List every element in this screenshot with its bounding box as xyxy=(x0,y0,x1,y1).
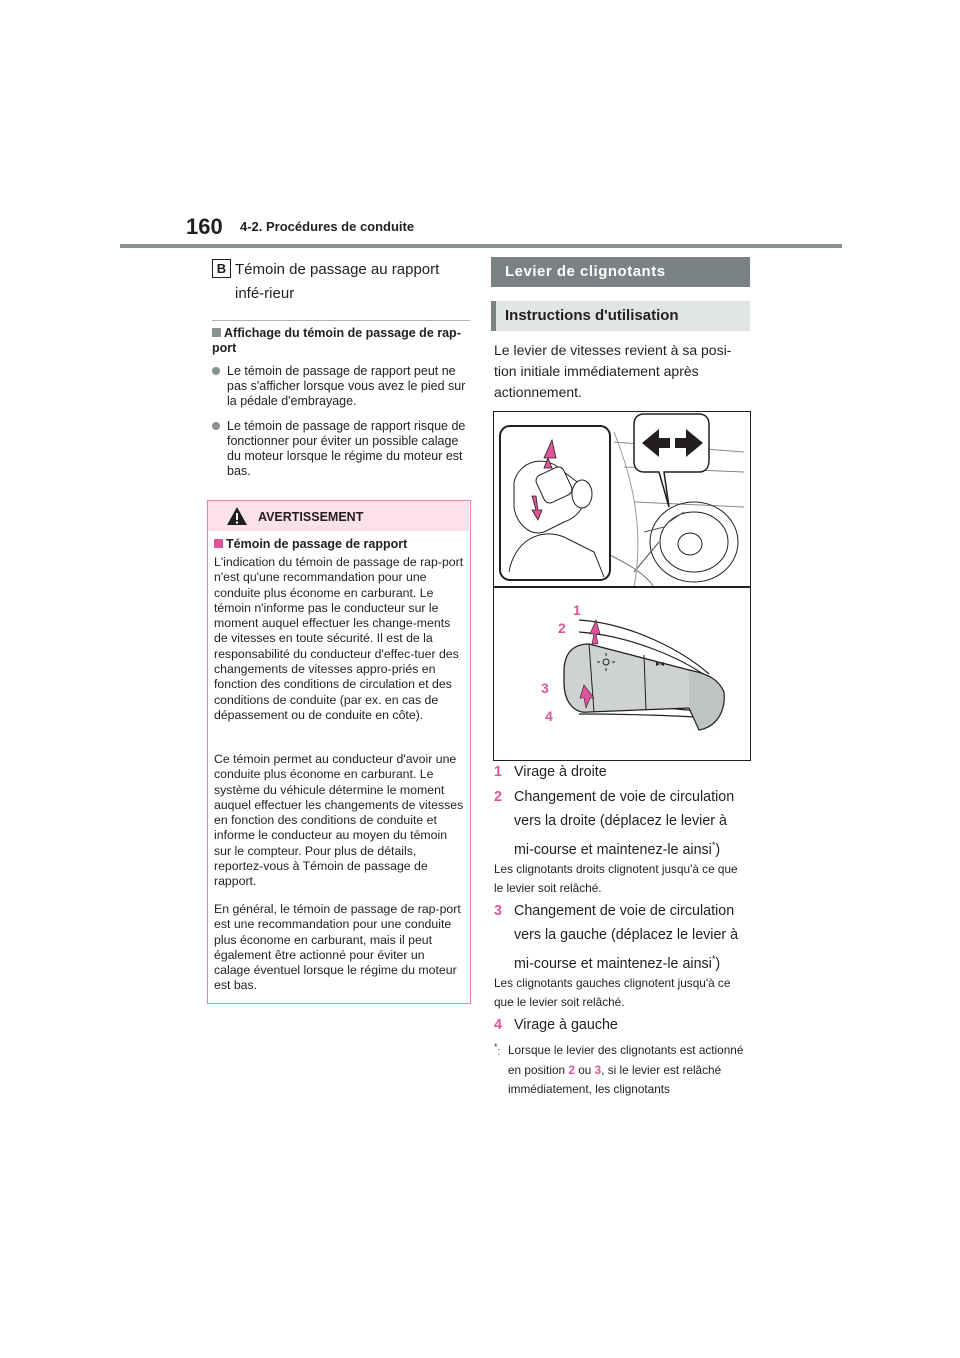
warning-subhead: Témoin de passage de rapport xyxy=(214,537,464,551)
divider xyxy=(212,320,470,321)
figure-label-1: 1 xyxy=(573,602,581,618)
turn-signal-illustration xyxy=(494,412,750,760)
warning-paragraph: Ce témoin permet au conducteur d'avoir une conduite plus économe en carburant. Le système du véhicule détermine le moment auquel effectuer les changements de vitesses en fonction des conditions de conduite et informe le conducteur au moyen du témoin sur le compteur. Pour plus de détails, reportez-vous à Témoin de passage de rapport. xyxy=(214,752,464,889)
figure-label-3: 3 xyxy=(541,680,549,696)
step-item: 4 Virage à gauche xyxy=(494,1017,618,1033)
step-item: 3 Changement de voie de circulation vers la gauche (déplacez le levier à mi-course et maintenez-le ainsi*) xyxy=(494,903,739,972)
key-letter-box: B xyxy=(212,259,231,278)
warning-title: AVERTISSEMENT xyxy=(258,510,364,524)
subsection-band-accent xyxy=(491,301,496,331)
section-title: 4-2. Procédures de conduite xyxy=(240,219,415,234)
square-bullet-icon xyxy=(212,328,221,337)
bullet-item: Le témoin de passage de rapport risque de fonctionner pour éviter un possible calage du moteur lorsque le régime du moteur est bas. xyxy=(212,419,470,479)
key-letter-text: Témoin de passage au rapport infé-rieur xyxy=(235,261,440,302)
round-bullet-icon xyxy=(212,422,220,430)
subsection-band-title: Instructions d'utilisation xyxy=(505,307,679,324)
warning-paragraph: L'indication du témoin de passage de rap-port n'est qu'une recommandation pour une conduite plus économe en carburant. Le témoin n'informe pas le conducteur sur le moment auquel effectuer les change-ments de vitesses en toute sécurité. Il est de la responsabilité du conducteur d'effec-tuer des changements de vitesses appro-priés en fonction des conditions de circulation et des conditions de conduite (par ex. en cas de dépassement ou de conduite en côte). xyxy=(214,555,464,722)
warning-triangle-icon xyxy=(226,506,248,526)
bullet-item: Le témoin de passage de rapport peut ne pas s'afficher lorsque vous avez le pied sur la pédale d'embrayage. xyxy=(212,364,470,409)
step-item: 2 Changement de voie de circulation vers la droite (déplacez le levier à mi-course et maintenez-le ainsi*) xyxy=(494,789,735,858)
turn-signal-figure xyxy=(493,411,751,761)
intro-paragraph: Le levier de vitesses revient à sa posi-tion initiale immédiatement après actionnement. xyxy=(494,342,732,400)
page-number: 160 xyxy=(186,214,223,239)
subhead-affichage: Affichage du témoin de passage de rap-port xyxy=(212,326,461,355)
round-bullet-icon xyxy=(212,367,220,375)
header-rule xyxy=(120,244,842,248)
warning-paragraph: En général, le témoin de passage de rap-port est une recommandation pour une conduite plus économe en carburant, mais il peut également être actionné pour éviter un calage éventuel lorsque le régime du moteur est bas. xyxy=(214,902,461,993)
figure-label-4: 4 xyxy=(545,708,553,724)
step-note: Les clignotants droits clignotent jusqu'à ce que le levier soit relâché. xyxy=(494,862,738,895)
step-item: 1 Virage à droite xyxy=(494,764,607,780)
square-bullet-icon xyxy=(214,539,223,548)
figure-label-2: 2 xyxy=(558,620,566,636)
section-band-title: Levier de clignotants xyxy=(505,263,666,280)
footnote: *: Lorsque le levier des clignotants est actionné en position 2 ou 3, si le levier est relâché immédiatement, les clignotants xyxy=(494,1042,744,1096)
step-note: Les clignotants gauches clignotent jusqu'à ce que le levier soit relâché. xyxy=(494,976,731,1009)
